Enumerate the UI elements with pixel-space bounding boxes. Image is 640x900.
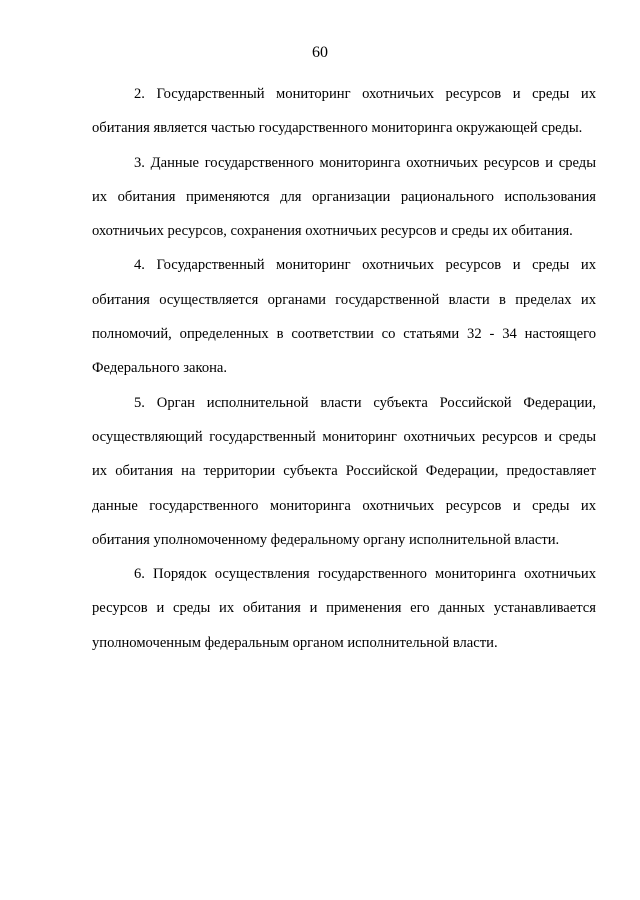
- document-body: [92, 77, 596, 660]
- paragraph-2: 2. Государственный мониторинг охотничьих ресурсов и среды их обитания является частью государственного мониторинга окружающей среды.: [92, 86, 596, 137]
- paragraph-6: 6. Порядок осуществления государственного мониторинга охотничьих ресурсов и среды их обитания и применения его данных устанавливается уполномоченным федеральным органом исполнительной власти.: [92, 566, 596, 651]
- paragraph-4: 4. Государственный мониторинг охотничьих ресурсов и среды их обитания осуществляется органами государственной власти в пределах их полномочий, определенных в соответствии со статьями 32 - 34 настоящего Федерального закона.: [92, 257, 596, 377]
- page-number: 60: [312, 44, 328, 61]
- paragraph-5: 5. Орган исполнительной власти субъекта Российской Федерации, осуществляющий государственный мониторинг охотничьих ресурсов и среды их обитания на территории субъекта Российской Федерации, предоставляет данные государственного мониторинга охотничьих ресурсов и среды их обитания уполномоченному федеральному органу исполнительной власти.: [92, 394, 596, 548]
- paragraph-3: 3. Данные государственного мониторинга охотничьих ресурсов и среды их обитания применяются для организации рационального использования охотничьих ресурсов, сохранения охотничьих ресурсов и среды их обитания.: [92, 154, 596, 240]
